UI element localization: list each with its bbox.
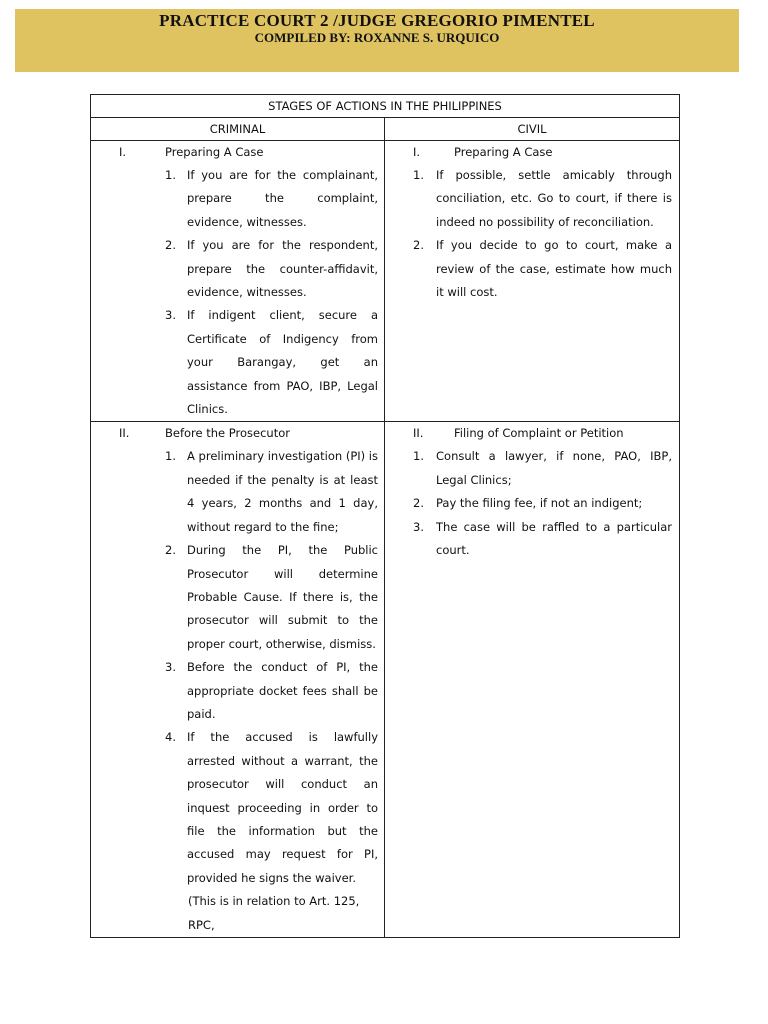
stage-number: I. — [413, 145, 421, 159]
stage-number: I. — [119, 145, 127, 159]
stage-heading — [385, 141, 679, 164]
document-subtitle: COMPILED BY: ROXANNE S. URQUICO — [254, 30, 500, 45]
list-item: 1. Consult a lawyer, if none, PAO, IBP, Legal Clinics; — [413, 449, 672, 487]
list-item: 3. The case will be raffled to a particular court. — [413, 519, 672, 558]
stage-heading — [91, 422, 384, 445]
column-header-criminal: CRIMINAL — [91, 118, 385, 141]
stage-number: II. — [119, 426, 130, 441]
criminal-stage-1-cell — [91, 141, 385, 422]
list-item: 1. A preliminary investigation (PI) is needed if the penalty is at least 4 years, 2 months and 1 day, without regard to the fine; — [165, 449, 378, 534]
civil-stage-1-cell — [385, 141, 680, 422]
list-item: 2. If you decide to go to court, make a review of the case, estimate how much it will cost. — [413, 238, 672, 300]
criminal-stage-2-cell — [91, 422, 385, 938]
document-title: PRACTICE COURT 2 /JUDGE GREGORIO PIMENTEL — [159, 11, 595, 30]
stage-title: Preparing A Case — [165, 145, 264, 159]
stage-heading — [91, 141, 384, 164]
list-item: 2. During the PI, the Public Prosecutor will determine Probable Cause. If there is, the prosecutor will submit to the proper court, otherwise, dismiss. — [165, 543, 378, 651]
stage-title: Preparing A Case — [454, 145, 553, 159]
stage-title: Filing of Complaint or Petition — [454, 426, 624, 441]
list-item: 2. If you are for the respondent, prepare the counter-affidavit, evidence, witnesses. — [165, 238, 378, 300]
stage-note: (This is in relation to Art. 125, RPC, — [188, 894, 360, 932]
list-item: 4. If the accused is lawfully arrested without a warrant, the prosecutor will conduct an inquest proceeding in order to file the information but the accused may request for PI, provided he signs the waiver. — [165, 730, 378, 885]
list-item: 1. If possible, settle amicably through conciliation, etc. Go to court, if there is indeed no possibility of reconciliation. — [413, 168, 672, 229]
stage-item-list — [91, 164, 384, 421]
column-header-civil: CIVIL — [385, 118, 680, 141]
stages-table — [90, 94, 680, 938]
stage-heading — [385, 422, 679, 445]
document-header — [15, 9, 739, 72]
table-title: STAGES OF ACTIONS IN THE PHILIPPINES — [91, 95, 680, 118]
list-item: 1. If you are for the complainant, prepare the complaint, evidence, witnesses. — [165, 168, 378, 229]
stage-item-list — [385, 164, 679, 304]
stage-item-list — [385, 445, 679, 562]
stage-title: Before the Prosecutor — [165, 426, 290, 441]
list-item: 3. Before the conduct of PI, the appropriate docket fees shall be paid. — [165, 660, 378, 721]
stage-number: II. — [413, 426, 424, 441]
civil-stage-2-cell — [385, 422, 680, 938]
stage-item-list — [91, 445, 384, 890]
list-item: 2. Pay the filing fee, if not an indigent; — [413, 496, 643, 511]
list-item: 3. If indigent client, secure a Certificate of Indigency from your Barangay, get an assistance from PAO, IBP, Legal Clinics. — [165, 308, 378, 417]
